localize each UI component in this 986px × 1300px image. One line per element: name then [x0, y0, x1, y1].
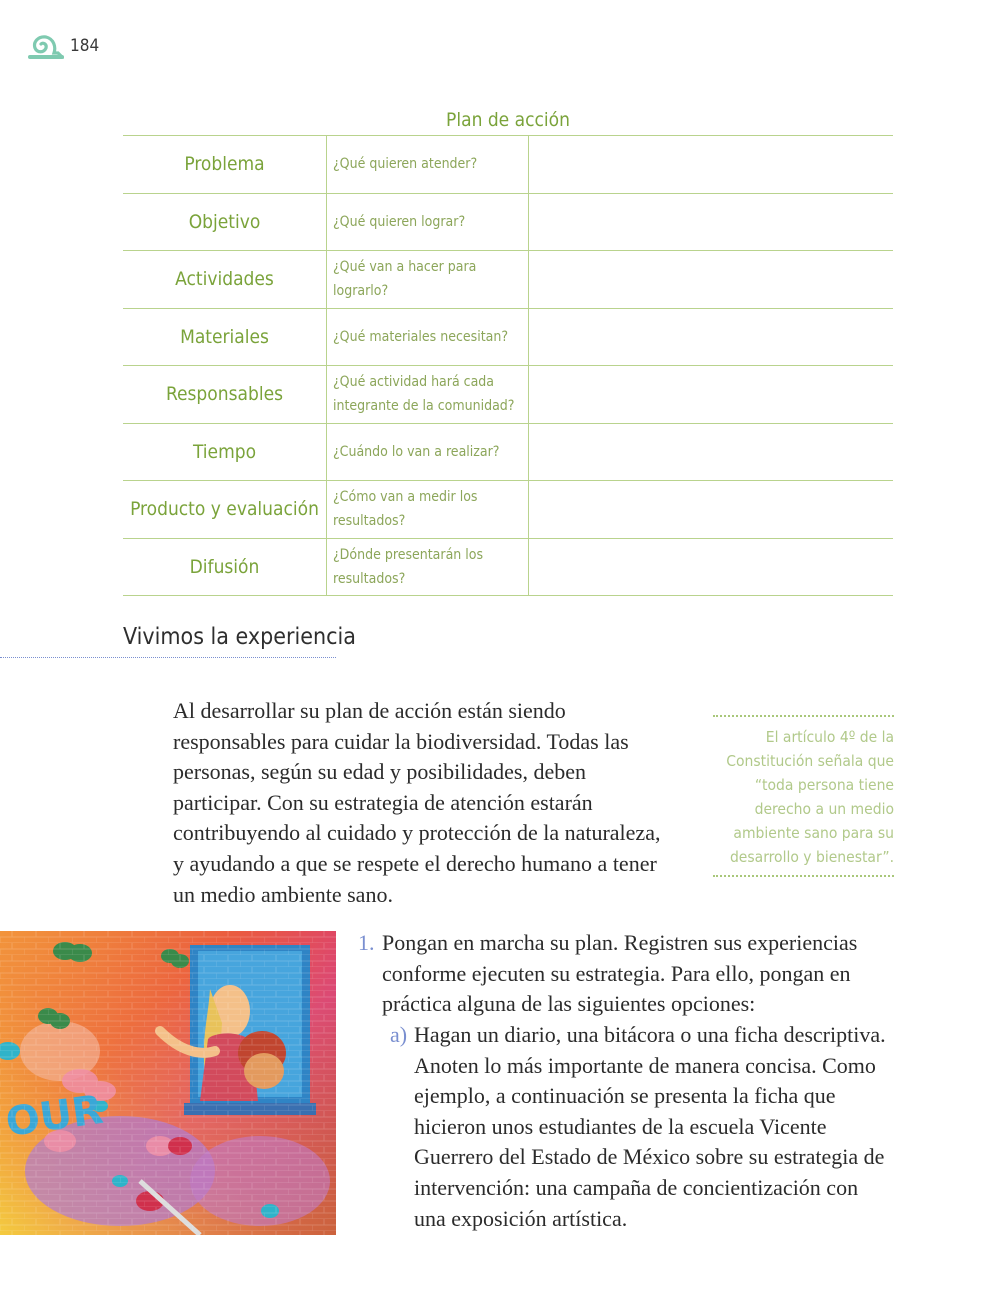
- plan-row-answer-cell[interactable]: [529, 481, 894, 539]
- plan-row: [123, 481, 893, 539]
- plan-row-question: ¿Dónde presentarán los resultados?: [327, 538, 529, 596]
- plan-row-answer-cell[interactable]: [529, 308, 894, 366]
- plan-row-answer-cell[interactable]: [529, 423, 894, 481]
- plan-row-label: Problema: [123, 136, 327, 194]
- plan-row-answer-cell[interactable]: [529, 251, 894, 309]
- plan-row-label: Objetivo: [123, 193, 327, 251]
- plan-row-label: Tiempo: [123, 423, 327, 481]
- plan-row-question: ¿Qué actividad hará cada integrante de la comunidad?: [327, 366, 529, 424]
- mural-photo: [0, 931, 336, 1235]
- plan-row-question: ¿Qué van a hacer para lograrlo?: [327, 251, 529, 309]
- plan-row-answer-cell[interactable]: [529, 193, 894, 251]
- activity-subtext: Hagan un diario, una bitácora o una ficha descriptiva. Anoten lo más importante de manera concisa. Como ejemplo, a continuación se presenta la ficha que hicieron unos estudiantes de la escuela Vicente Guerrero del Estado de México sobre su estrategia de intervención: una campaña de concientización con una exposición artística.: [414, 1022, 886, 1231]
- plan-row-label: Difusión: [123, 538, 327, 596]
- plan-row: [123, 136, 893, 194]
- plan-row-answer-cell[interactable]: [529, 366, 894, 424]
- constitution-note: El artículo 4º de la Constitución señala que “toda persona tiene derecho a un medio ambiente sano para su desarrollo y bienestar”.: [713, 715, 894, 877]
- activity-item-1: [358, 928, 878, 1020]
- plan-row-question: ¿Cuándo lo van a realizar?: [327, 423, 529, 481]
- plan-row-answer-cell[interactable]: [529, 136, 894, 194]
- plan-row-label: Materiales: [123, 308, 327, 366]
- plan-row: [123, 423, 893, 481]
- plan-row: [123, 366, 893, 424]
- plan-table: [123, 135, 893, 596]
- activity-text: Pongan en marcha su plan. Registren sus experiencias conforme ejecuten su estrategia. Para ello, pongan en práctica alguna de las siguientes opciones:: [382, 930, 858, 1017]
- activity-number: 1.: [358, 930, 375, 955]
- plan-row: [123, 308, 893, 366]
- plan-row: [123, 193, 893, 251]
- page-header: [28, 30, 99, 62]
- plan-row-answer-cell[interactable]: [529, 538, 894, 596]
- intro-paragraph: Al desarrollar su plan de acción están siendo responsables para cuidar la biodiversidad. Todas las personas, según su edad y posibilidades, deben participar. Con su estrategia de atención estarán contribuyendo al cuidado y protección de la naturaleza, y ayudando a que se respete el derecho humano a tener un medio ambiente sano.: [173, 698, 661, 907]
- plan-row-question: ¿Qué quieren atender?: [327, 136, 529, 194]
- section-divider: [0, 657, 336, 658]
- activity-item-1a: [390, 1020, 890, 1234]
- snail-icon: [28, 31, 64, 61]
- plan-row-label: Responsables: [123, 366, 327, 424]
- plan-row-question: ¿Qué materiales necesitan?: [327, 308, 529, 366]
- plan-row: [123, 251, 893, 309]
- plan-row: [123, 538, 893, 596]
- section-heading: Vivimos la experiencia: [123, 624, 356, 650]
- plan-row-question: ¿Cómo van a medir los resultados?: [327, 481, 529, 539]
- page-number: 184: [70, 36, 100, 56]
- plan-row-question: ¿Qué quieren lograr?: [327, 193, 529, 251]
- plan-row-label: Actividades: [123, 251, 327, 309]
- activity-letter: a): [390, 1022, 408, 1047]
- plan-row-label: Producto y evaluación: [123, 481, 327, 539]
- plan-table-title: Plan de acción: [446, 109, 570, 131]
